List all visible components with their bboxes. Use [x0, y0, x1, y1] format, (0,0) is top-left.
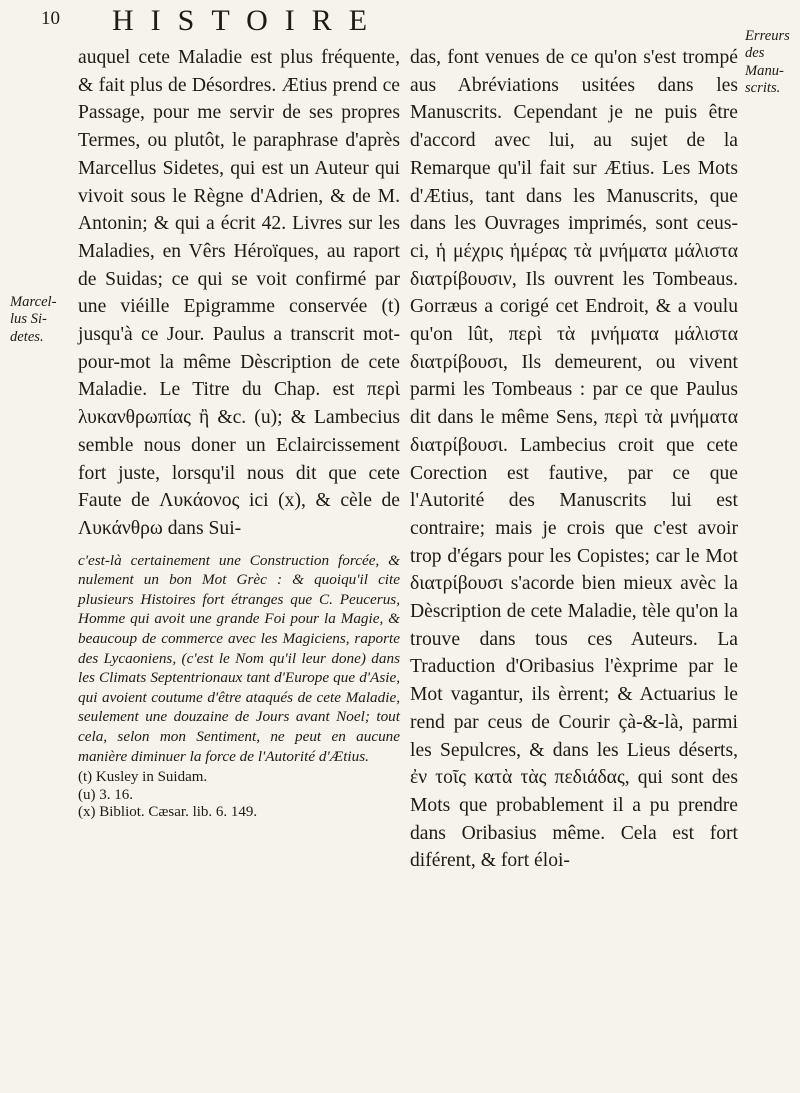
left-column-text: auquel cete Maladie est plus fréquente, & fait plus de Désordres. Ætius prend ce Passage, pour me servir de ses propres Termes, ou plutôt, le paraphrase d'après Marcellus Sidetes, qui est un Auteur qui vivoit sous le Règne d'Adrien, & de M. Antonin; & qui a écrit 42. Livres sur les Maladies, en Vêrs Héroïques, au raport de Suidas; ce qui se voit confirmé par une viéille Epigramme conservée (t) jusqu'à ce Jour. Paulus a transcrit mot-pour-mot la même Dèscription de cete Maladie. Le Titre du Chap. est περὶ λυκανθρωπίας ἢ &c. (u); & Lambecius semble nous doner un Eclaircissement fort juste, lorsqu'il nous dit que cete Faute de Λυκάονος ici (x), & cèle de Λυκάνθρω dans Sui- — [78, 47, 400, 539]
footnote-continuation: c'est-là certainement une Construction forcée, & nulement un bon Mot Grèc : & quoiqu'il cite plusieurs Histoires fort étranges que C. Peucerus, Homme qui avoit une grande Foi pour la Magie, & beaucoup de commerce avec les Magiciens, raporte des Lycaoniens, (c'est le Nom qu'il leur done) dans les Climats Septentrionaux tant d'Europe que d'Asie, qui avoient coutume d'être ataqués de cete Maladie, seulement une douzaine de Jours avant Noel; tout cela, selon mon Sentiment, ne peut en aucune manière diminuer la force de l'Autorité d'Ætius. — [78, 551, 400, 765]
page-number: 10 — [41, 8, 60, 29]
right-column-text: das, font venues de ce qu'on s'est trompé aus Abréviations usitées dans les Manuscrits. Cependant je ne puis être d'accord avec lui, au sujet de la Remarque qu'il fait sur Ætius. Les Mots d'Ætius, tant dans les Manuscrits, que dans les Ouvrages imprimés, sont ceus-ci, ἡ μέχρις ἡμέρας τὰ μνήματα μάλιστα διατρίβουσιν, Ils ouvrent les Tombeaus. Gorræus a corigé cet Endroit, & a voulu qu'on lût, περὶ τὰ μνήματα μάλιστα διατρίβουσι, Ils demeurent, ou vivent parmi les Tombeaus : par ce que Paulus dit dans le même Sens, περὶ τὰ μνήματα διατρίβουσι. Lambecius croit que cete Corection est fautive, par ce que l'Autorité des Manuscrits lui est contraire; mais je crois que c'est avoir trop d'égars pour les Copistes; car le Mot διατρίβουσι s'acorde bien mieux avèc la Dèscription de cete Maladie, tèle qu'on la trouve dans tous ces Auteurs. La Traduction d'Oribasius l'èxprime par le Mot vagantur, ils èrrent; & Actuarius le rend par ceus de Courir çà-&-là, parmi les Sepulcres, & dans les Lieus déserts, ἐν τοῖς κατὰ τὰς πεδιάδας, qui sont des Mots que probablement il a pu prendre dans Oribasius même. Cela est fort diférent, & fort éloi- — [410, 47, 738, 872]
footnote-list — [78, 769, 400, 822]
footnote-u: (u) 3. 16. — [78, 786, 133, 803]
footnote-t: (t) Kusley in Suidam. — [78, 769, 208, 786]
margin-note-left: Marcel- lus Si- detes. — [10, 294, 57, 345]
footnote-x: (x) Bibliot. Cæsar. lib. 6. 149. — [78, 804, 258, 821]
margin-note-right: Erreurs des Manu- scrits. — [745, 28, 790, 97]
running-title: HISTOIRE — [112, 4, 385, 37]
left-column — [78, 44, 400, 822]
right-column — [410, 44, 738, 875]
